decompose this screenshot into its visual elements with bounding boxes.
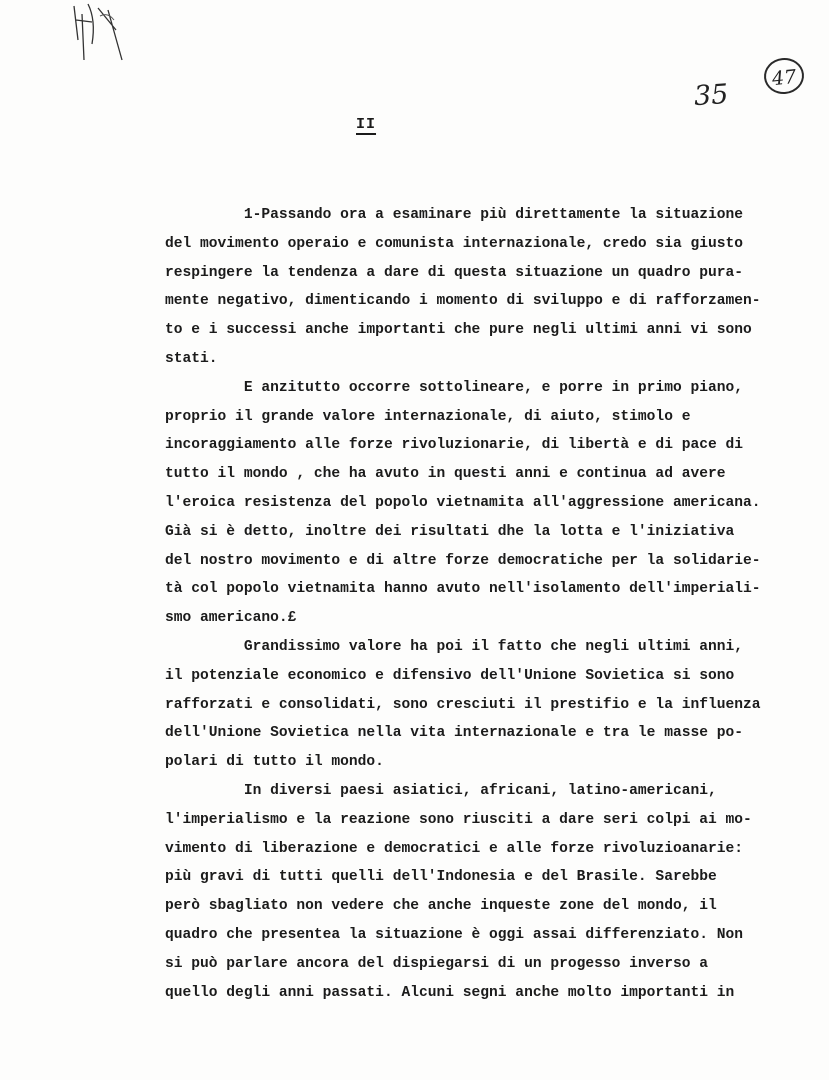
text-line: In diversi paesi asiatici, africani, latino-americani, [165, 782, 717, 799]
section-heading: II [356, 116, 377, 133]
circled-page-number: 47 [762, 56, 806, 96]
text-line: 1-Passando ora a esaminare più direttamente la situazione [165, 207, 744, 223]
text-line: polari di tutto il mondo. [165, 754, 384, 771]
text-line: smo americano.£ [165, 610, 297, 627]
handwritten-page-number: 35 [692, 78, 730, 113]
text-line: Già si è detto, inoltre dei risultati dhe la lotta e l'iniziativa [165, 523, 735, 540]
text-line: to e i successi anche importanti che pure negli ultimi anni vi sono [165, 322, 752, 339]
text-line: del movimento operaio e comunista internazionale, credo sia giusto [165, 235, 744, 252]
text-line: il potenziale economico e difensivo dell'Unione Sovietica si sono [165, 667, 735, 684]
text-line: proprio il grande valore internazionale, di aiuto, stimolo e [165, 408, 691, 425]
margin-scribble [62, 0, 142, 90]
text-line: mente negativo, dimenticando i momento di sviluppo e di rafforzamen- [165, 293, 761, 310]
text-line: E anzitutto occorre sottolineare, e porre in primo piano, [165, 379, 744, 396]
text-line: l'imperialismo e la reazione sono riusciti a dare seri colpi ai mo- [165, 811, 752, 828]
text-line: però sbagliato non vedere che anche inqueste zone del mondo, il [165, 898, 717, 915]
text-line: incoraggiamento alle forze rivoluzionarie, di libertà e di pace di [165, 437, 744, 454]
text-line: Grandissimo valore ha poi il fatto che negli ultimi anni, [165, 638, 744, 655]
text-line: dell'Unione Sovietica nella vita internazionale e tra le masse po- [165, 725, 744, 742]
text-line: quello degli anni passati. Alcuni segni anche molto importanti in [165, 984, 735, 1001]
text-line: si può parlare ancora del dispiegarsi di un progesso inverso a [165, 955, 708, 972]
body-text [165, 201, 820, 1007]
text-line: stati. [165, 350, 218, 367]
text-line: l'eroica resistenza del popolo vietnamita all'aggressione americana. [165, 494, 761, 511]
text-line: del nostro movimento e di altre forze democratiche per la solidarie- [165, 552, 761, 569]
text-line: respingere la tendenza a dare di questa situazione un quadro pura- [165, 264, 744, 281]
text-line: rafforzati e consolidati, sono cresciuti il prestifio e la influenza [165, 696, 761, 713]
text-line: vimento di liberazione e democratici e alle forze rivoluzioanarie: [165, 840, 744, 857]
text-line: tà col popolo vietnamita hanno avuto nell'isolamento dell'imperiali- [165, 581, 761, 598]
text-line: tutto il mondo , che ha avuto in questi anni e continua ad avere [165, 466, 726, 483]
text-line: più gravi di tutti quelli dell'Indonesia e del Brasile. Sarebbe [165, 869, 717, 886]
text-line: quadro che presentea la situazione è oggi assai differenziato. Non [165, 926, 744, 943]
